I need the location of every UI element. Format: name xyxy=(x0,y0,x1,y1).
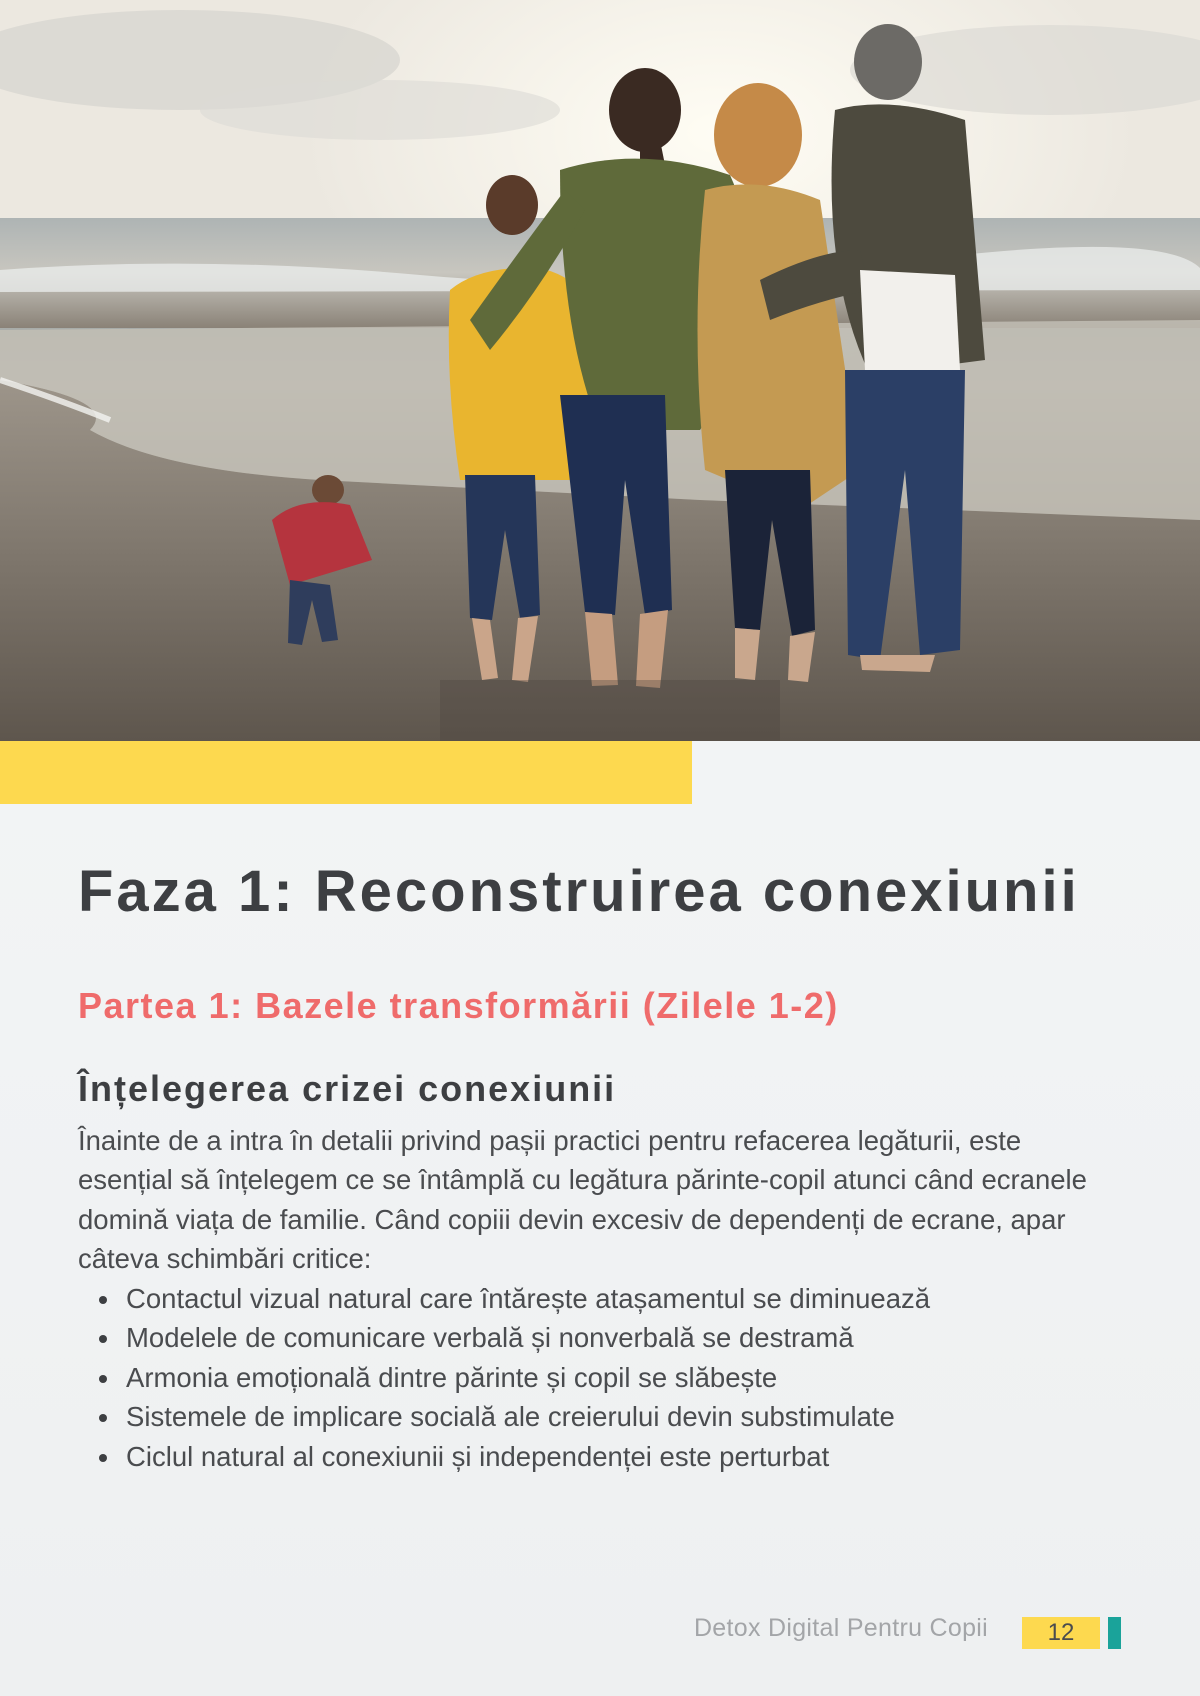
list-item: Contactul vizual natural care întărește atașamentul se diminuează xyxy=(126,1279,1118,1319)
list-item: Sistemele de implicare socială ale creierului devin substimulate xyxy=(126,1397,1118,1437)
hero-photo xyxy=(0,0,1200,741)
intro-paragraph: Înainte de a intra în detalii privind pașii practici pentru refacerea legăturii, este esențial să înțelegem ce se întâmplă cu legătura părinte-copil atunci când ecranele domină viața de familie. Când copiii devin excesiv de dependenți de ecrane, apar câteva schimbări critice: xyxy=(78,1124,1087,1275)
list-item: Modelele de comunicare verbală și nonverbală se destramă xyxy=(126,1318,1118,1358)
page-title: Faza 1: Reconstruirea conexiunii xyxy=(78,859,1080,924)
family-beach-photo-icon xyxy=(0,0,1200,741)
section-heading: Înțelegerea crizei conexiunii xyxy=(78,1068,617,1110)
bullet-list xyxy=(78,1279,1118,1477)
part-subtitle: Partea 1: Bazele transformării (Zilele 1-2) xyxy=(78,984,839,1026)
page-tab-marker xyxy=(1108,1617,1121,1649)
page-number: 12 xyxy=(1022,1617,1100,1649)
footer-book-title: Detox Digital Pentru Copii xyxy=(693,1614,988,1642)
list-item: Armonia emoțională dintre părinte și copil se slăbește xyxy=(126,1358,1118,1398)
page-content xyxy=(78,860,1118,1476)
accent-bar xyxy=(0,741,692,804)
list-item: Ciclul natural al conexiunii și independenței este perturbat xyxy=(126,1437,1118,1477)
